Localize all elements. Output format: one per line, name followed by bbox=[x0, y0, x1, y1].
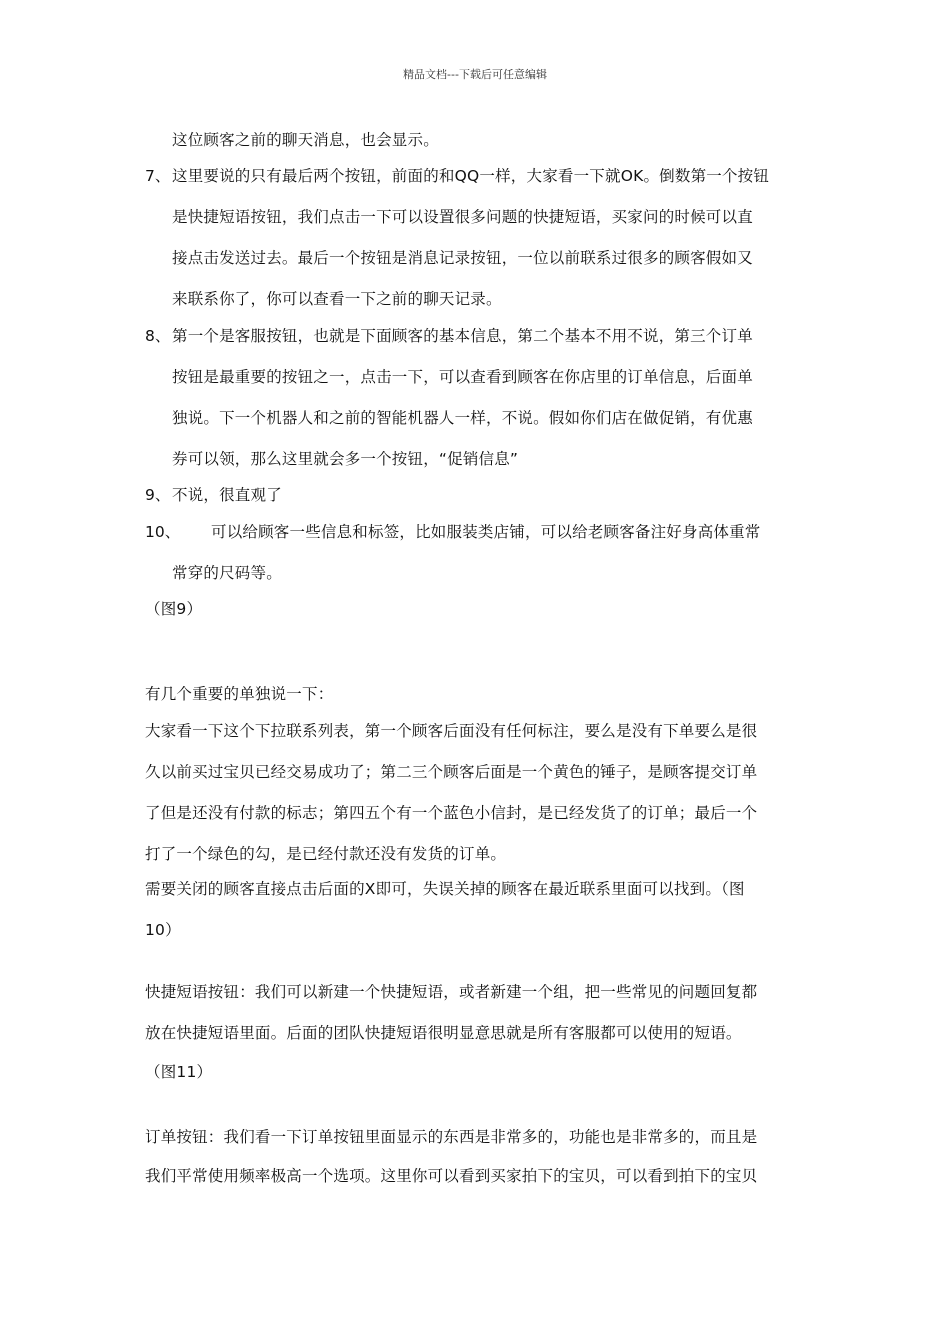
continuation-line: 这位顾客之前的聊天消息，也会显示。 bbox=[172, 131, 439, 149]
paragraph-3-line-1: 快捷短语按钮：我们可以新建一个快捷短语，或者新建一个组，把一些常见的问题回复都 bbox=[145, 983, 758, 1001]
item-7-line-1: 这里要说的只有最后两个按钮，前面的和QQ一样，大家看一下就OK。倒数第一个按钮 bbox=[172, 167, 770, 185]
item-8-line-1: 第一个是客服按钮，也就是下面顾客的基本信息，第二个基本不用不说，第三个订单 bbox=[172, 327, 753, 345]
paragraph-4-line-1: 订单按钮：我们看一下订单按钮里面显示的东西是非常多的，功能也是非常多的，而且是 bbox=[145, 1128, 758, 1146]
item-10-line-2: 常穿的尺码等。 bbox=[172, 564, 282, 582]
item-7-number: 7、 bbox=[145, 167, 171, 185]
item-7-line-2: 是快捷短语按钮，我们点击一下可以设置很多问题的快捷短语，买家问的时候可以直 bbox=[172, 208, 753, 226]
paragraph-4-line-2: 我们平常使用频率极高一个选项。这里你可以看到买家拍下的宝贝，可以看到拍下的宝贝 bbox=[145, 1167, 758, 1185]
item-8-number: 8、 bbox=[145, 327, 171, 345]
item-8-line-3: 独说。下一个机器人和之前的智能机器人一样，不说。假如你们店在做促销，有优惠 bbox=[172, 409, 753, 427]
paragraph-3-line-2: 放在快捷短语里面。后面的团队快捷短语很明显意思就是所有客服都可以使用的短语。 bbox=[145, 1024, 742, 1042]
figure-9-caption: （图9） bbox=[145, 600, 203, 618]
paragraph-2-line-2: 10） bbox=[145, 921, 181, 939]
item-7-line-4: 来联系你了，你可以查看一下之前的聊天记录。 bbox=[172, 290, 502, 308]
item-8-line-2: 按钮是最重要的按钮之一，点击一下，可以查看到顾客在你店里的订单信息，后面单 bbox=[172, 368, 753, 386]
figure-11-caption: （图11） bbox=[145, 1063, 213, 1081]
paragraph-1-line-3: 了但是还没有付款的标志；第四五个有一个蓝色小信封，是已经发货了的订单；最后一个 bbox=[145, 804, 758, 822]
item-8-line-4: 券可以领，那么这里就会多一个按钮，“促销信息” bbox=[172, 450, 519, 468]
section-intro: 有几个重要的单独说一下： bbox=[145, 685, 334, 703]
item-9-number: 9、 bbox=[145, 486, 171, 504]
page-header: 精品文档---下载后可任意编辑 bbox=[403, 68, 547, 81]
item-10-line-1: 可以给顾客一些信息和标签，比如服装类店铺，可以给老顾客备注好身高体重常 bbox=[211, 523, 761, 541]
paragraph-2-line-1: 需要关闭的顾客直接点击后面的X即可，失误关掉的顾客在最近联系里面可以找到。（图 bbox=[145, 880, 745, 898]
paragraph-1-line-4: 打了一个绿色的勾，是已经付款还没有发货的订单。 bbox=[145, 845, 507, 863]
paragraph-1-line-1: 大家看一下这个下拉联系列表，第一个顾客后面没有任何标注，要么是没有下单要么是很 bbox=[145, 722, 758, 740]
item-7-line-3: 接点击发送过去。最后一个按钮是消息记录按钮，一位以前联系过很多的顾客假如又 bbox=[172, 249, 753, 267]
paragraph-1-line-2: 久以前买过宝贝已经交易成功了；第二三个顾客后面是一个黄色的锤子，是顾客提交订单 bbox=[145, 763, 758, 781]
item-9-line-1: 不说，很直观了 bbox=[172, 486, 282, 504]
item-10-number: 10、 bbox=[145, 523, 181, 541]
